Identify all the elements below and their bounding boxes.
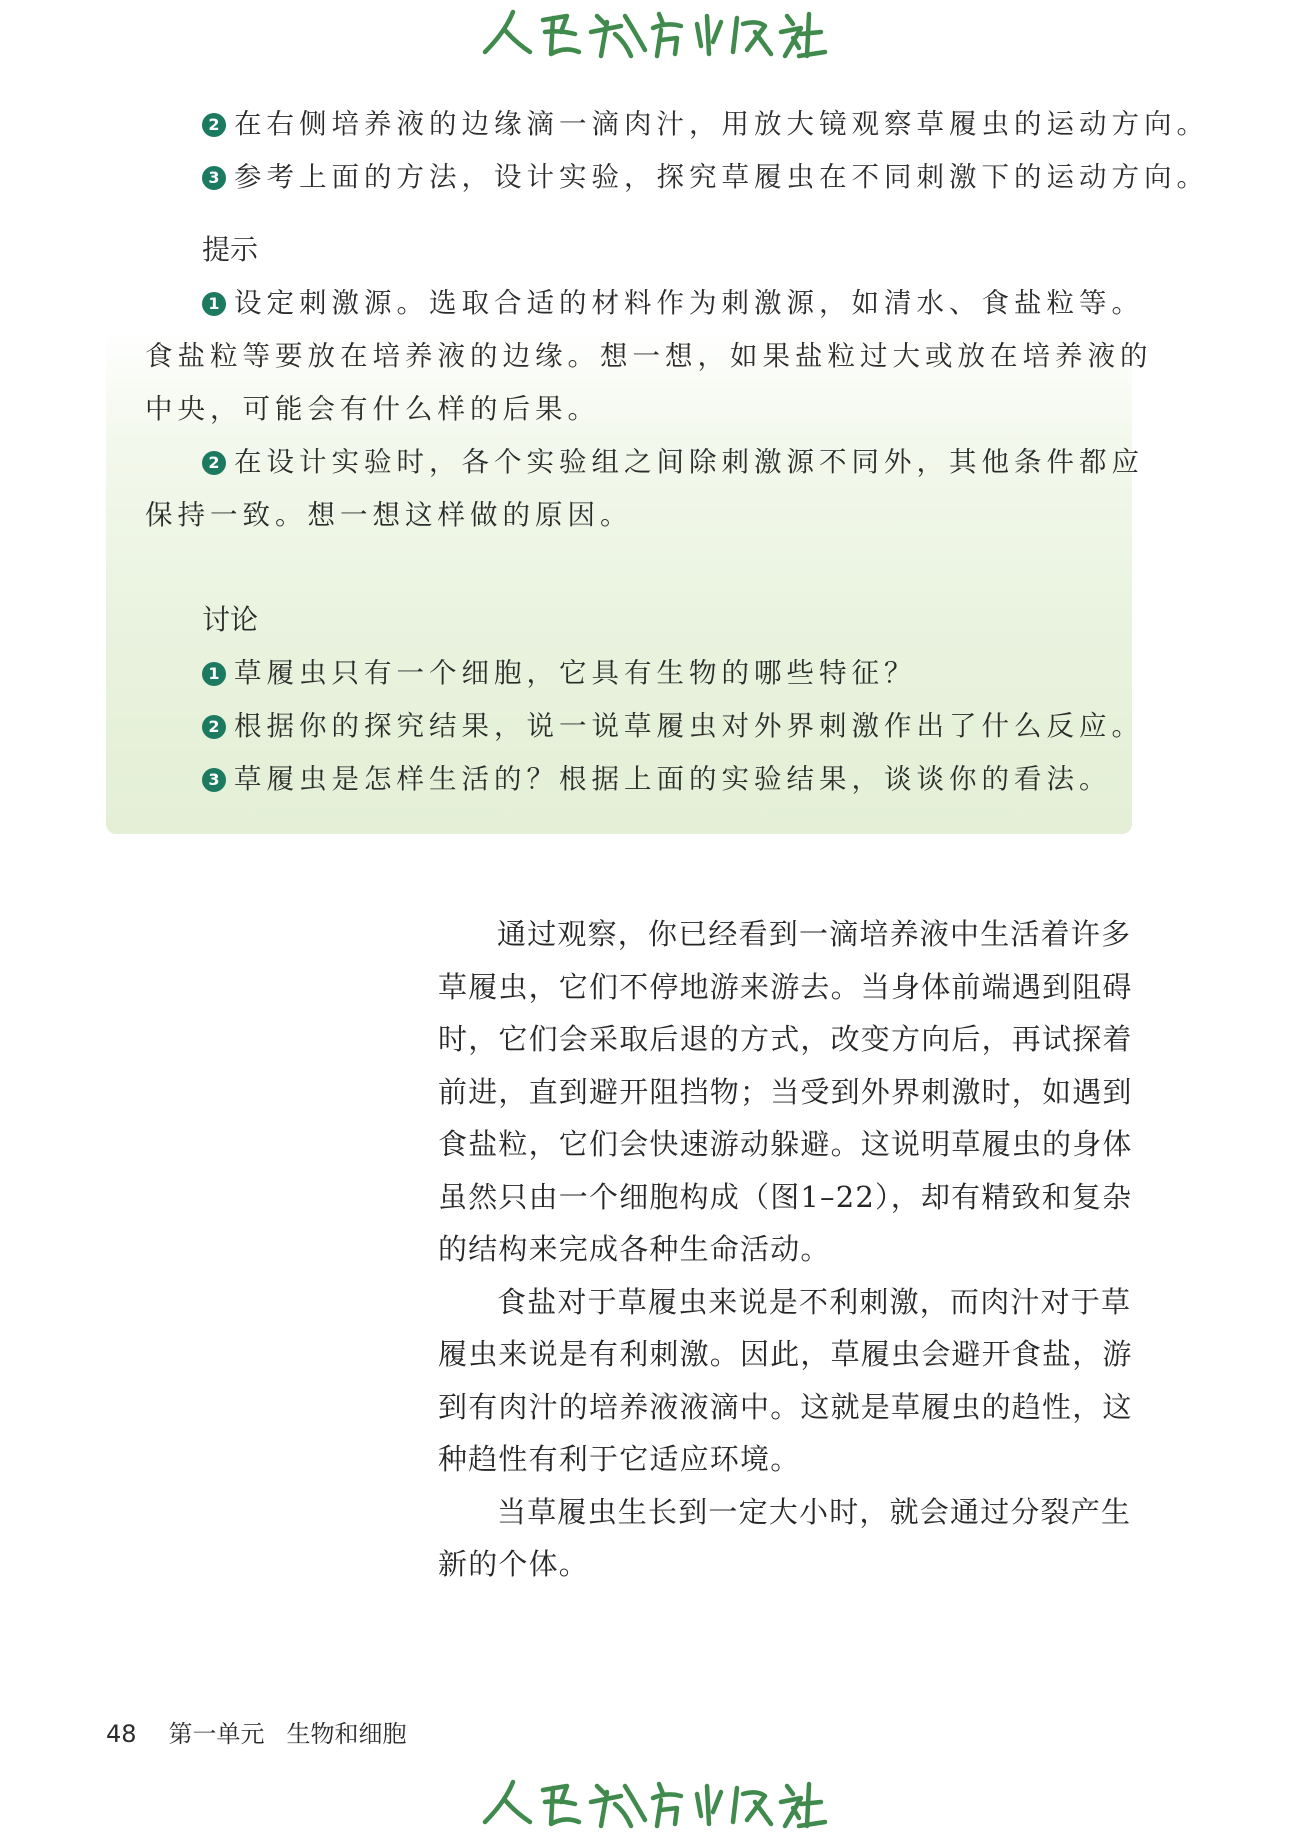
hint-number-badge: 2 — [202, 451, 226, 475]
discussion-text: 草履虫是怎样生活的？根据上面的实验结果，谈谈你的看法。 — [234, 763, 1112, 795]
body-paragraph-3-line-2: 新的个体。 — [438, 1547, 590, 1581]
body-paragraph-2-line-1: 食盐对于草履虫来说是不利刺激，而肉汁对于草 — [497, 1285, 1132, 1319]
discussion-number-badge: 1 — [202, 662, 226, 686]
unit-label: 第一单元 — [168, 1720, 265, 1748]
body-paragraph-2-line-3: 到有肉汁的培养液液滴中。这就是草履虫的趋性，这 — [438, 1390, 1133, 1424]
hint-item-1-line-1 — [202, 283, 1144, 323]
step-number-badge: 3 — [202, 166, 226, 190]
step-text: 在右侧培养液的边缘滴一滴肉汁，用放大镜观察草履虫的运动方向。 — [234, 108, 1209, 140]
body-paragraph-2-line-2: 履虫来说是有利刺激。因此，草履虫会避开食盐，游 — [438, 1337, 1133, 1371]
publisher-calligraphy-logo — [475, 1772, 835, 1836]
body-paragraph-1-line-3: 时，它们会采取后退的方式，改变方向后，再试探着 — [438, 1022, 1133, 1056]
hint-text: 设定刺激源。选取合适的材料作为刺激源，如清水、食盐粒等。 — [234, 287, 1144, 319]
publisher-watermark-top — [475, 2, 835, 66]
discussion-text: 草履虫只有一个细胞，它具有生物的哪些特征？ — [234, 657, 917, 689]
body-paragraph-1-line-5: 食盐粒，它们会快速游动躲避。这说明草履虫的身体 — [438, 1127, 1133, 1161]
discussion-number-badge: 2 — [202, 715, 226, 739]
page-number: 48 — [106, 1720, 137, 1748]
hint-item-1-line-3: 中央，可能会有什么样的后果。 — [145, 393, 600, 425]
hint-text: 在设计实验时，各个实验组之间除刺激源不同外，其他条件都应 — [234, 446, 1144, 478]
page-footer — [106, 1717, 407, 1751]
body-paragraph-3-line-1: 当草履虫生长到一定大小时，就会通过分裂产生 — [497, 1495, 1132, 1529]
discussion-number-badge: 3 — [202, 768, 226, 792]
step-text: 参考上面的方法，设计实验，探究草履虫在不同刺激下的运动方向。 — [234, 161, 1209, 193]
step-item-3 — [202, 157, 1209, 197]
body-paragraph-1-line-2: 草履虫，它们不停地游来游去。当身体前端遇到阻碍 — [438, 970, 1133, 1004]
hint-item-2-line-2: 保持一致。想一想这样做的原因。 — [145, 499, 633, 531]
body-paragraph-1-line-7: 的结构来完成各种生命活动。 — [438, 1232, 831, 1266]
discussion-item-3 — [202, 759, 1112, 799]
chapter-label: 生物和细胞 — [286, 1720, 407, 1748]
discussion-heading: 讨论 — [202, 603, 259, 636]
publisher-watermark-bottom — [475, 1772, 835, 1836]
hint-heading: 提示 — [202, 233, 259, 266]
publisher-calligraphy-logo — [475, 2, 835, 66]
body-paragraph-1-line-1: 通过观察，你已经看到一滴培养液中生活着许多 — [497, 917, 1132, 951]
discussion-item-2 — [202, 706, 1144, 746]
hint-item-2-line-1 — [202, 442, 1144, 482]
body-paragraph-1-line-6: 虽然只由一个细胞构成（图1–22），却有精致和复杂 — [438, 1180, 1133, 1214]
body-paragraph-2-line-4: 种趋性有利于它适应环境。 — [438, 1442, 801, 1476]
discussion-text: 根据你的探究结果，说一说草履虫对外界刺激作出了什么反应。 — [234, 710, 1144, 742]
step-item-2 — [202, 104, 1209, 144]
hint-item-1-line-2: 食盐粒等要放在培养液的边缘。想一想，如果盐粒过大或放在培养液的 — [145, 340, 1153, 372]
hint-number-badge: 1 — [202, 292, 226, 316]
body-paragraph-1-line-4: 前进，直到避开阻挡物；当受到外界刺激时，如遇到 — [438, 1075, 1133, 1109]
discussion-item-1 — [202, 653, 917, 693]
step-number-badge: 2 — [202, 113, 226, 137]
